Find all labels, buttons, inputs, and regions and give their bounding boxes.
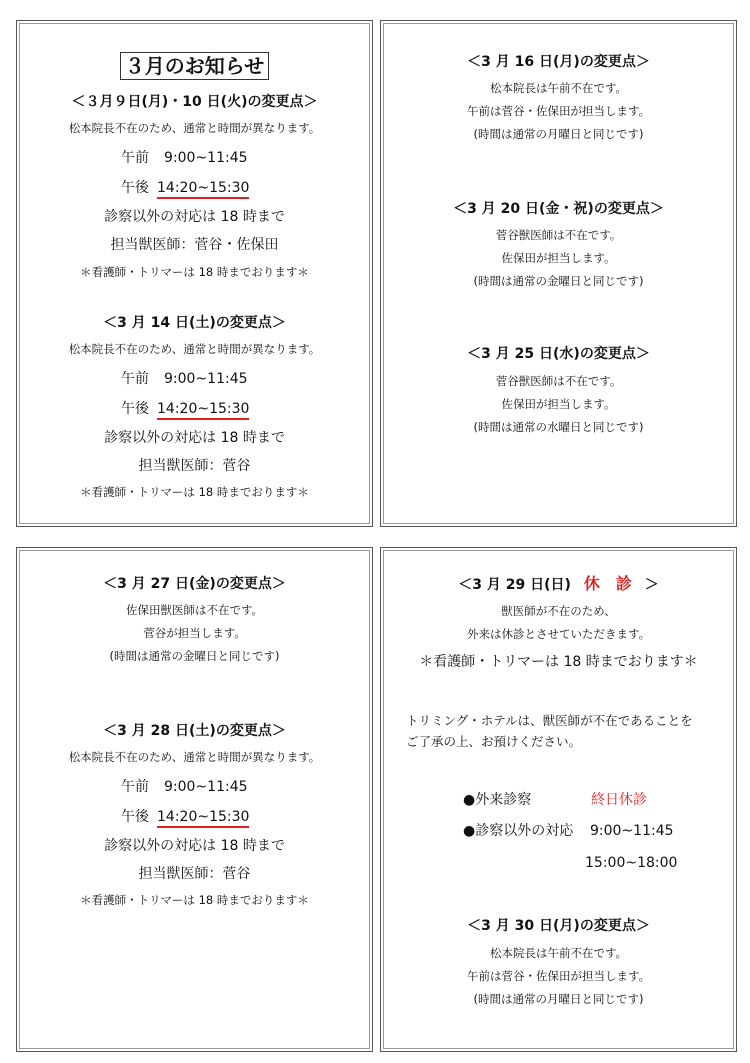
other-service-time: 9:00~11:45 <box>590 823 674 839</box>
section-heading: ＜3 月 14 日(土)の変更点＞ <box>103 315 286 331</box>
outpatient-label: ●外来診察 <box>463 792 532 808</box>
notice-panel-1 <box>16 20 373 527</box>
am-time: 9:00~11:45 <box>164 371 248 387</box>
section-heading: ＜３月９日(月)・10 日(火)の変更点＞ <box>71 94 318 110</box>
notice-text: 外来は休診とさせていただきます。 <box>466 627 651 641</box>
page-title: ３月のお知らせ <box>120 52 269 80</box>
pm-time: 14:20~15:30 <box>157 401 249 420</box>
pm-label: 午後 <box>121 401 149 417</box>
notice-text: (時間は通常の金曜日と同じです) <box>473 274 644 288</box>
section-heading: ＜3 月 20 日(金・祝)の変更点＞ <box>453 201 664 217</box>
section-heading: ＜3 月 30 日(月)の変更点＞ <box>467 918 650 934</box>
other-hours: 診察以外の対応は 18 時まで <box>104 838 285 854</box>
pm-label: 午後 <box>121 809 149 825</box>
notice-text: (時間は通常の水曜日と同じです) <box>473 420 644 434</box>
am-label: 午前 <box>121 150 149 166</box>
vets-in-charge: 担当獣医師：菅谷 <box>138 458 251 474</box>
notice-text: 獣医師が不在のため、 <box>501 604 616 618</box>
notice-text: 松本院長不在のため、通常と時間が異なります。 <box>68 342 321 356</box>
other-hours: 診察以外の対応は 18 時まで <box>104 209 285 225</box>
am-time: 9:00~11:45 <box>164 150 248 166</box>
section-heading: ＜3 月 27 日(金)の変更点＞ <box>103 576 286 592</box>
closed-label: 休 診 <box>583 574 632 593</box>
notice-text: 菅谷獣医師は不在です。 <box>495 228 622 242</box>
pm-time: 14:20~15:30 <box>157 809 249 828</box>
other-hours: 診察以外の対応は 18 時まで <box>104 430 285 446</box>
vets-in-charge: 担当獣医師：菅谷 <box>138 866 251 882</box>
pm-label: 午後 <box>121 180 149 196</box>
outpatient-status: 終日休診 <box>591 792 647 808</box>
nurse-note: ＊看護師・トリマーは 18 時までおります＊ <box>80 893 309 907</box>
notice-text: 佐保田が担当します。 <box>501 397 616 411</box>
notice-text: 松本院長は午前不在です。 <box>489 946 628 960</box>
vets-in-charge: 担当獣医師：菅谷・佐保田 <box>110 237 279 253</box>
am-label: 午前 <box>121 779 149 795</box>
section-heading: ＜3 月 16 日(月)の変更点＞ <box>467 54 650 70</box>
section-heading: ＜3 月 28 日(土)の変更点＞ <box>103 723 286 739</box>
notice-text: 午前は菅谷・佐保田が担当します。 <box>466 969 651 983</box>
section-heading: ＜3 月 25 日(水)の変更点＞ <box>467 346 650 362</box>
notice-text: 菅谷が担当します。 <box>143 626 246 640</box>
notice-text: 佐保田が担当します。 <box>501 251 616 265</box>
notice-text: 松本院長は午前不在です。 <box>489 81 628 95</box>
pm-time: 14:20~15:30 <box>157 180 249 199</box>
nurse-note: ＊看護師・トリマーは 18 時までおります＊ <box>419 654 698 670</box>
notice-text: (時間は通常の月曜日と同じです) <box>473 992 644 1006</box>
notice-text: (時間は通常の金曜日と同じです) <box>109 649 280 663</box>
am-label: 午前 <box>121 371 149 387</box>
notice-text: (時間は通常の月曜日と同じです) <box>473 127 644 141</box>
am-time: 9:00~11:45 <box>164 779 248 795</box>
notice-panel-4 <box>380 547 737 1052</box>
notice-text: 佐保田獣医師は不在です。 <box>125 603 264 617</box>
notice-panel-3 <box>16 547 373 1052</box>
trimming-note: ご了承の上、お預けください。 <box>406 734 582 749</box>
nurse-note: ＊看護師・トリマーは 18 時までおります＊ <box>80 485 309 499</box>
other-service-label: ●診察以外の対応 <box>463 823 574 839</box>
notice-panel-2 <box>380 20 737 527</box>
notice-text: 松本院長不在のため、通常と時間が異なります。 <box>68 750 321 764</box>
other-service-time: 15:00~18:00 <box>585 855 678 871</box>
trimming-note: トリミング・ホテルは、獣医師が不在であることを <box>406 713 693 728</box>
notice-text: 午前は菅谷・佐保田が担当します。 <box>466 104 651 118</box>
notice-text: 松本院長不在のため、通常と時間が異なります。 <box>68 121 321 135</box>
nurse-note: ＊看護師・トリマーは 18 時までおります＊ <box>80 265 309 279</box>
notice-text: 菅谷獣医師は不在です。 <box>495 374 622 388</box>
section-heading: ＜3 月 29 日(日) 休 診 ＞ <box>458 574 659 593</box>
